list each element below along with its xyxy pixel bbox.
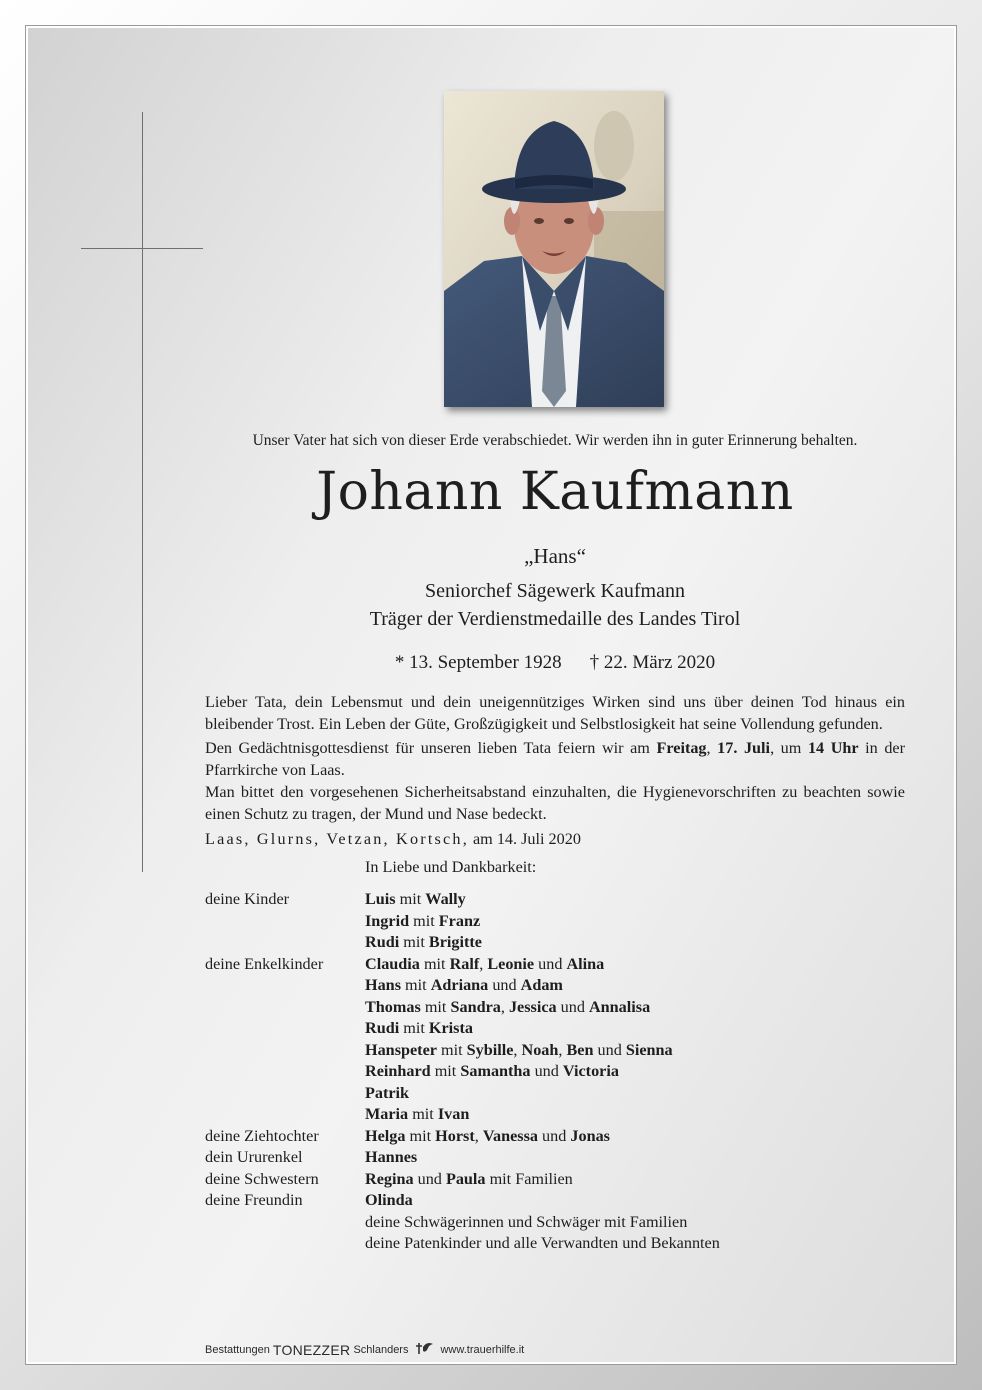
mourner-names — [365, 1083, 409, 1105]
mourner-name: Sandra — [450, 997, 501, 1016]
place-names: Laas, Glurns, Vetzan, Kortsch, — [205, 830, 469, 848]
service-text: in der Pfarrkirche von Laas. — [205, 739, 906, 779]
gratitude-line: In Liebe und Dankbarkeit: — [365, 858, 537, 876]
mourner-connector: und — [413, 1169, 446, 1188]
notice-date: am 14. Juli 2020 — [468, 830, 581, 848]
mourner-row — [205, 1233, 905, 1255]
mourner-connector: deine Schwägerinnen und Schwäger mit Familien — [365, 1212, 688, 1231]
footer-brand: TONEZZER — [272, 1341, 351, 1358]
mourner-names — [365, 1169, 573, 1191]
mourner-names — [365, 1212, 687, 1234]
mourner-row — [205, 1147, 905, 1169]
footer — [205, 1341, 524, 1358]
mourner-connector: mit — [408, 1105, 438, 1123]
mourner-row — [205, 1061, 905, 1083]
mourner-connector: und — [488, 976, 521, 994]
mourner-relation: deine Freundin — [205, 1191, 303, 1209]
mourner-name: Reinhard — [365, 1062, 431, 1080]
mourner-names — [365, 975, 563, 997]
mourner-name: Brigitte — [428, 933, 482, 951]
mourner-relation: deine Kinder — [205, 890, 290, 908]
mourner-name: Helga — [365, 1126, 406, 1145]
mourner-row — [205, 889, 905, 911]
mourner-connector: deine Patenkinder und alle Verwandten und Bekannten — [365, 1234, 720, 1252]
mourner-row — [205, 932, 905, 954]
mourner-connector: mit — [399, 1019, 429, 1037]
mourner-name: Luis — [365, 890, 396, 908]
mourner-connector: und — [538, 1126, 571, 1145]
mourner-name: Wally — [425, 890, 466, 908]
mourner-names — [365, 1061, 619, 1083]
mourner-name: Ralf — [449, 954, 480, 973]
service-time: 14 Uhr — [807, 739, 859, 757]
mourner-row — [205, 911, 905, 933]
mourners-list — [205, 889, 905, 1255]
mourner-connector: mit — [409, 911, 439, 930]
mourner-name: Sienna — [625, 1040, 673, 1059]
deceased-name: Johann Kaufmann — [316, 462, 794, 522]
mourner-connector: mit — [405, 1126, 436, 1145]
paragraph-tribute: Lieber Tata, dein Lebensmut und dein uneigennütziges Wirken sind uns über deinen Tod hinaus ein bleibender Trost. Ein Leben der Güte, Großzügigkeit und Selbstlosigkeit hat seine Vollendung gefunden. — [205, 693, 905, 733]
mourner-name: Hans — [365, 976, 401, 994]
service-text: , um — [770, 739, 808, 757]
mourner-names — [365, 1233, 720, 1255]
paragraph-service — [205, 738, 905, 781]
mourner-connector: mit Familien — [485, 1169, 573, 1188]
mourner-row — [205, 954, 905, 976]
mourner-name: Jessica — [508, 997, 557, 1016]
mourner-name: Jonas — [570, 1126, 610, 1145]
footer-prefix: Bestattungen — [205, 1343, 270, 1356]
mourner-row — [205, 997, 905, 1019]
cross-dove-icon — [416, 1341, 434, 1358]
mourner-name: Annalisa — [588, 997, 651, 1016]
mourner-connector: und — [556, 997, 589, 1016]
nickname: „Hans“ — [524, 544, 586, 568]
mourner-relation: dein Ururenkel — [205, 1148, 303, 1166]
mourner-relation: deine Schwestern — [205, 1169, 319, 1188]
mourner-name: Victoria — [562, 1062, 619, 1080]
portrait-photo — [444, 91, 664, 407]
footer-website: www.trauerhilfe.it — [440, 1343, 525, 1356]
mourner-connector: mit — [399, 933, 429, 951]
mourner-connector: mit — [430, 1062, 461, 1080]
service-text: , — [706, 739, 718, 757]
mourner-names — [365, 889, 466, 911]
birth-date: * 13. September 1928 — [394, 652, 562, 673]
mourner-connector: , — [513, 1040, 522, 1059]
mourner-name: Regina — [365, 1169, 414, 1188]
mourner-names — [365, 911, 480, 933]
mourner-relation: deine Ziehtochter — [205, 1126, 319, 1145]
mourner-connector: , — [474, 1126, 483, 1145]
mourner-name: Franz — [438, 911, 481, 930]
mourner-name: Rudi — [365, 1019, 400, 1037]
mourner-names — [365, 1040, 673, 1062]
mourner-names — [365, 932, 482, 954]
footer-town: Schlanders — [353, 1343, 409, 1356]
mourner-name: Rudi — [365, 933, 400, 951]
mourner-connector: und — [593, 1040, 626, 1059]
mourner-row — [205, 1083, 905, 1105]
mourner-connector: , — [479, 954, 488, 973]
mourner-row — [205, 1190, 905, 1212]
mourner-name: Krista — [428, 1019, 473, 1037]
mourner-connector: mit — [401, 976, 431, 994]
mourner-name: Olinda — [365, 1191, 413, 1209]
mourner-row — [205, 1018, 905, 1040]
mourner-name: Noah — [521, 1040, 559, 1059]
cross-vertical-line — [142, 112, 143, 872]
mourner-row — [205, 1104, 905, 1126]
service-day: Freitag — [656, 739, 707, 757]
intro-sentence: Unser Vater hat sich von dieser Erde verabschiedet. Wir werden ihn in guter Erinnerung behalten. — [252, 432, 858, 449]
mourner-row — [205, 1126, 905, 1148]
title-line-2: Träger der Verdienstmedaille des Landes Tirol — [369, 608, 741, 630]
mourner-connector: und — [534, 954, 567, 973]
mourner-name: Patrik — [365, 1083, 410, 1102]
mourner-connector: , — [558, 1040, 567, 1059]
mourner-name: Adam — [520, 976, 563, 994]
mourner-name: Samantha — [460, 1062, 531, 1080]
mourner-row — [205, 1040, 905, 1062]
title-line-1: Seniorchef Sägewerk Kaufmann — [425, 580, 685, 602]
mourner-name: Ingrid — [365, 911, 410, 930]
mourner-name: Claudia — [365, 954, 420, 973]
paragraph-hygiene: Man bittet den vorgesehenen Sicherheitsabstand einzuhalten, die Hygienevorschriften zu beachten sowie einen Schutz zu tragen, der Mund und Nase bedeckt. — [205, 783, 905, 823]
mourner-connector: , — [500, 997, 509, 1016]
mourner-row — [205, 1169, 905, 1191]
mourner-connector: mit — [436, 1040, 467, 1059]
mourner-connector: mit — [395, 890, 426, 908]
place-and-date — [205, 830, 581, 849]
mourner-name: Ben — [566, 1040, 594, 1059]
mourner-name: Thomas — [365, 997, 421, 1016]
mourner-name: Sybille — [466, 1040, 514, 1059]
mourner-name: Hanspeter — [365, 1040, 437, 1059]
mourner-name: Horst — [435, 1126, 475, 1145]
mourner-connector: mit — [420, 997, 451, 1016]
mourner-names — [365, 1104, 469, 1126]
mourner-name: Leonie — [487, 954, 535, 973]
mourner-name: Ivan — [437, 1105, 470, 1123]
service-date: 17. Juli — [717, 739, 771, 757]
service-text: Den Gedächtnisgottesdienst für unseren lieben Tata feiern wir am — [205, 739, 657, 757]
mourner-names — [365, 1018, 473, 1040]
mourner-name: Adriana — [430, 976, 489, 994]
cross-horizontal-line — [81, 248, 203, 249]
mourner-names — [365, 1126, 610, 1148]
mourner-name: Hannes — [365, 1148, 418, 1166]
mourner-connector: mit — [419, 954, 450, 973]
mourner-names — [365, 1147, 417, 1169]
mourner-row — [205, 975, 905, 997]
portrait-illustration — [444, 91, 664, 407]
death-date: † 22. März 2020 — [589, 652, 716, 673]
mourner-names — [365, 954, 604, 976]
mourner-name: Vanessa — [482, 1126, 538, 1145]
mourner-names — [365, 997, 650, 1019]
mourner-relation: deine Enkelkinder — [205, 954, 324, 973]
mourner-name: Paula — [445, 1169, 486, 1188]
mourner-name: Maria — [365, 1105, 409, 1123]
mourner-connector: und — [530, 1062, 563, 1080]
mourner-name: Alina — [566, 954, 605, 973]
mourner-names — [365, 1190, 413, 1212]
mourner-row — [205, 1212, 905, 1234]
life-dates — [205, 652, 905, 674]
